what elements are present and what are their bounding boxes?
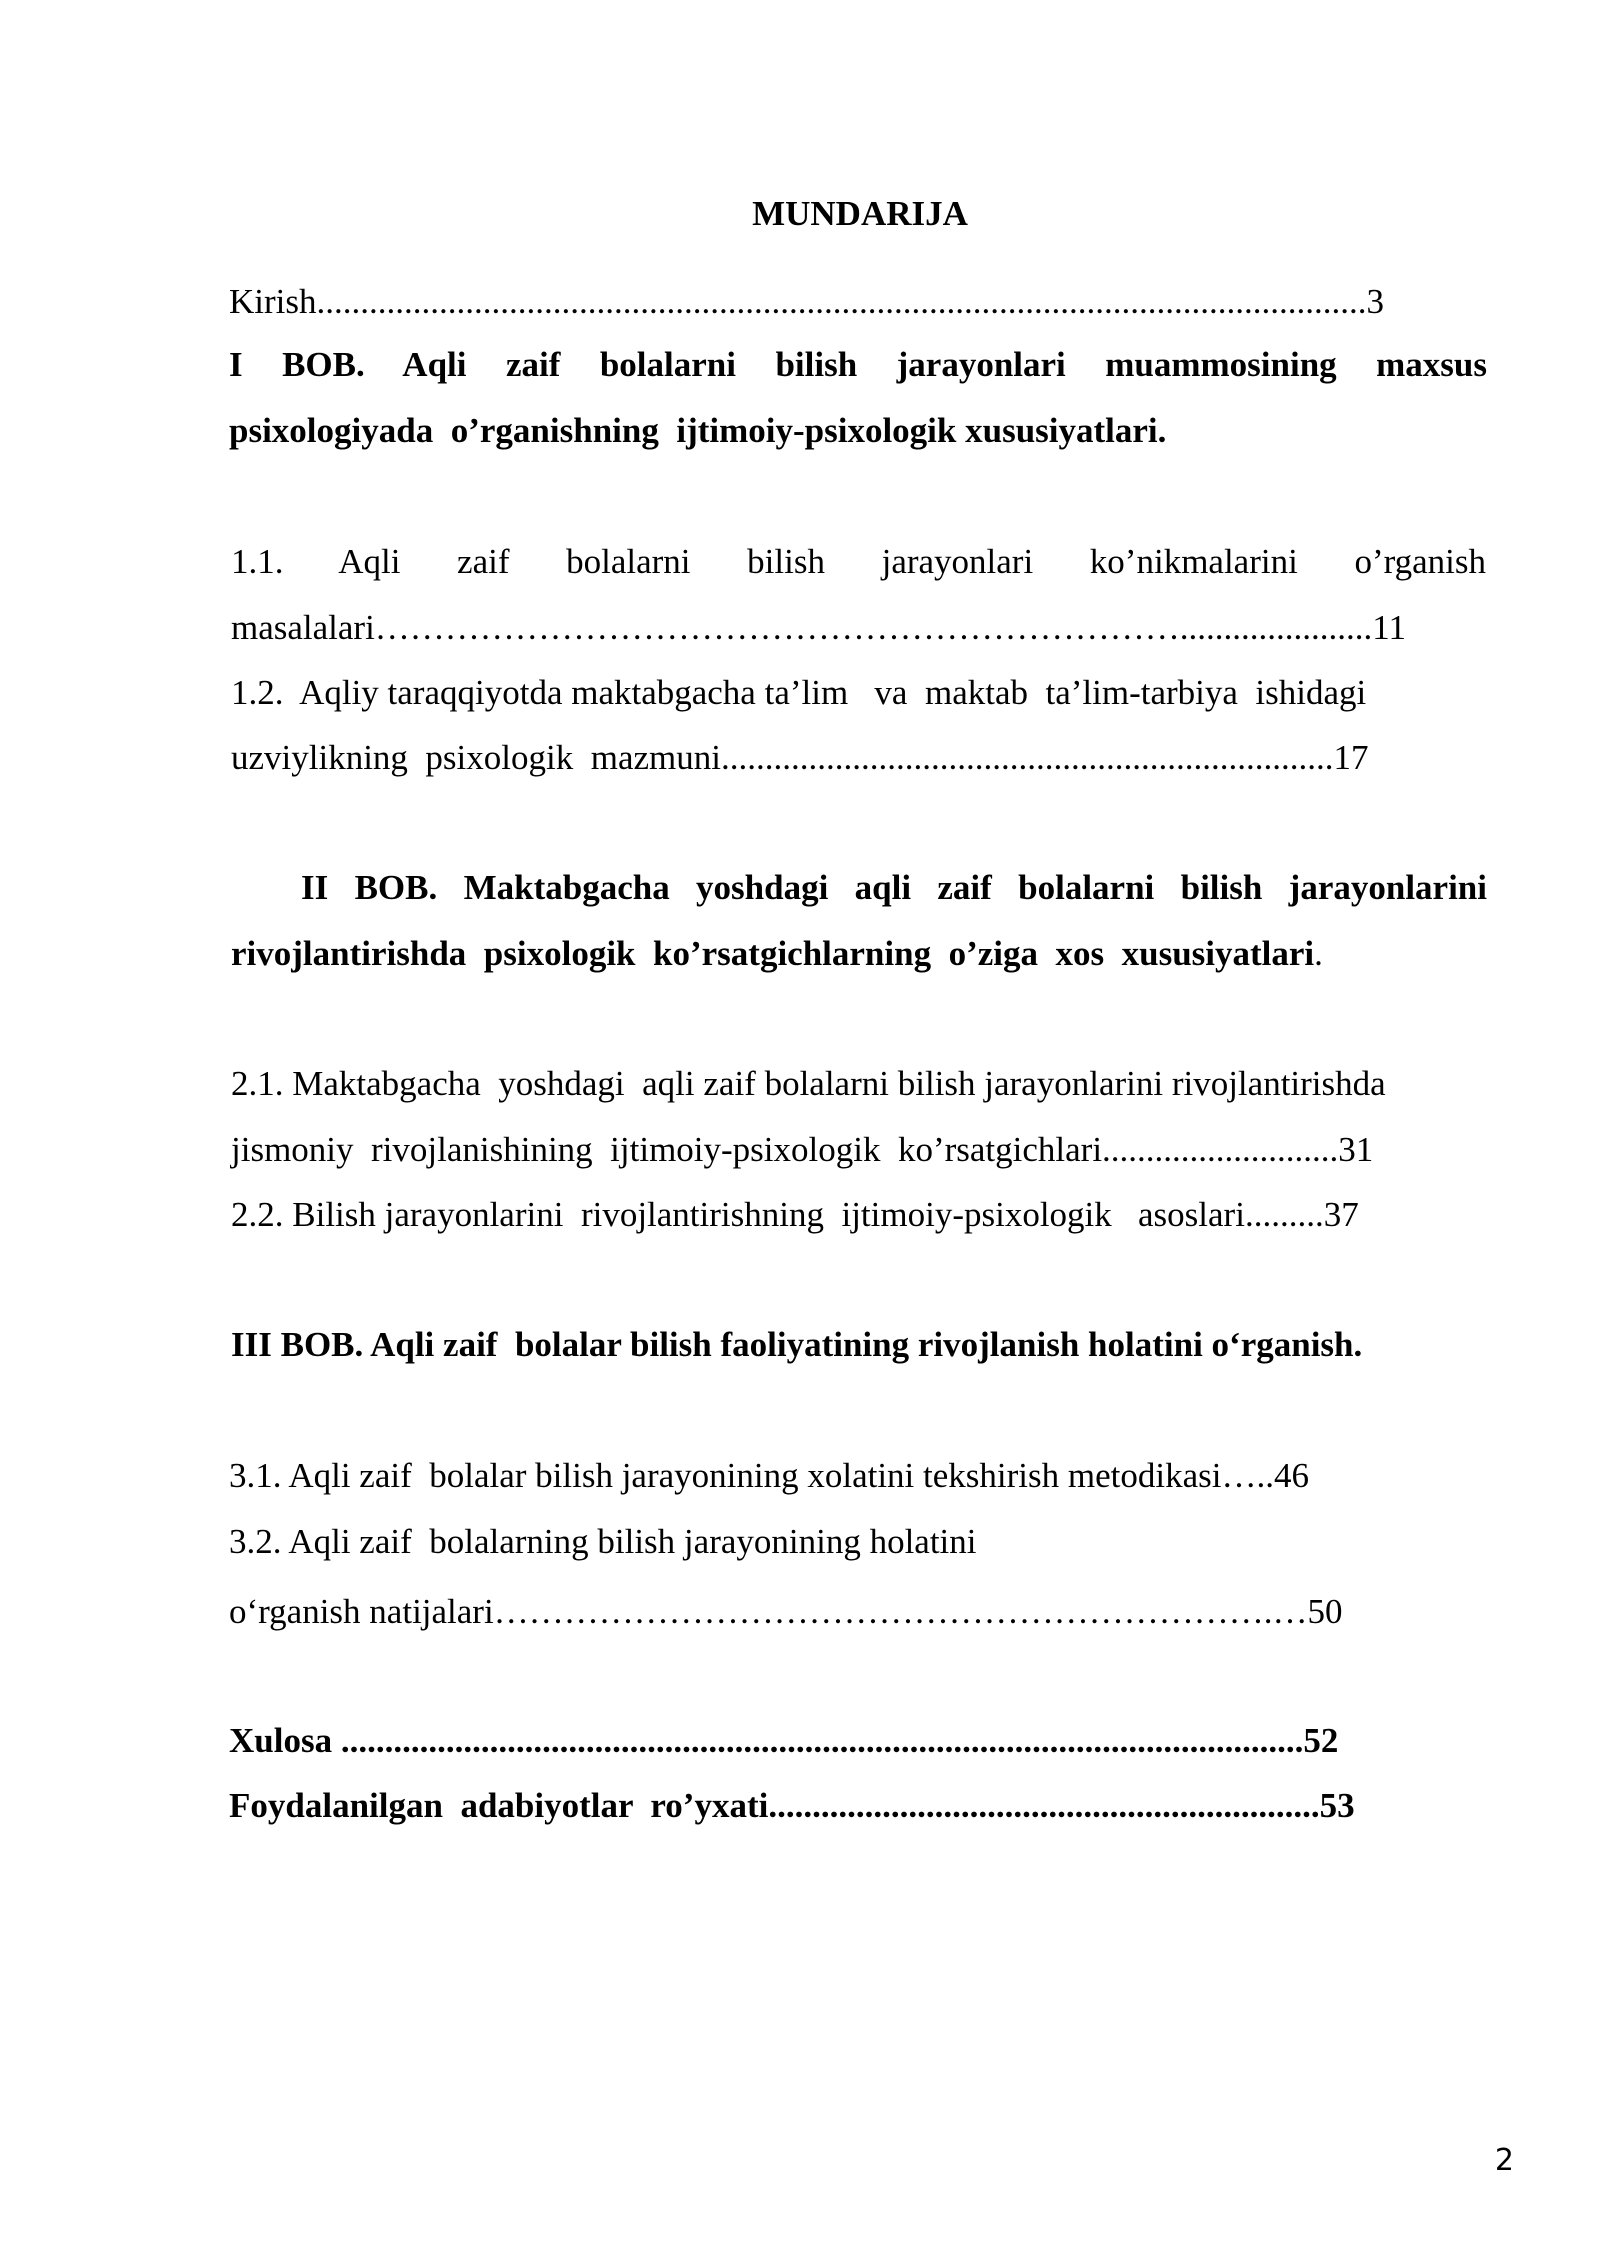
toc-entry-2-2: 2.2. Bilish jarayonlarini rivojlantirishning ijtimoiy-psixologik asoslari.........37 <box>231 1195 1359 1234</box>
toc-entry-1-1-line-1: 1.1. Aqli zaif bolalarni bilish jarayonlari ko’nikmalarini o’rganish <box>231 542 1486 581</box>
toc-chapter-2-heading-line-2-text: rivojlantirishda psixologik ko’rsatgichlarning o’ziga xos xususiyatlari <box>231 934 1315 973</box>
toc-chapter-2-heading-line-2-period: . <box>1314 934 1323 973</box>
toc-entry-xulosa: Xulosa ..............................................................................................................52 <box>229 1721 1339 1760</box>
toc-chapter-1-heading-line-1: I BOB. Aqli zaif bolalarni bilish jarayonlari muammosining maxsus <box>229 345 1487 384</box>
toc-chapter-2-heading-line-1: II BOB. Maktabgacha yoshdagi aqli zaif bolalarni bilish jarayonlarini <box>301 868 1487 907</box>
toc-entry-1-2-line-1: 1.2. Aqliy taraqqiyotda maktabgacha ta’lim va maktab ta’lim-tarbiya ishidagi <box>231 673 1367 712</box>
toc-entry-kirish: Kirish........................................................................................................................3 <box>229 282 1384 321</box>
toc-chapter-3-heading: III BOB. Aqli zaif bolalar bilish faoliyatining rivojlanish holatini o‘rganish. <box>231 1325 1363 1364</box>
toc-entry-3-2-line-2: o‘rganish natijalari………………………………………………………….…50 <box>229 1592 1343 1631</box>
toc-chapter-2-heading-line-2 <box>231 934 1323 974</box>
page-number: 2 <box>1494 2143 1514 2178</box>
toc-entry-2-1-line-2: jismoniy rivojlanishining ijtimoiy-psixologik ko’rsatgichlari...........................31 <box>231 1130 1374 1169</box>
page-title: MUNDARIJA <box>752 194 968 233</box>
toc-entry-1-2-line-2: uzviylikning psixologik mazmuni......................................................................17 <box>231 738 1369 777</box>
toc-chapter-1-heading-line-2: psixologiyada o’rganishning ijtimoiy-psixologik xususiyatlari. <box>229 411 1167 450</box>
toc-entry-3-1: 3.1. Aqli zaif bolalar bilish jarayonining xolatini tekshirish metodikasi…..46 <box>229 1456 1309 1495</box>
toc-entry-adabiyotlar: Foydalanilgan adabiyotlar ro’yxati...............................................................53 <box>229 1786 1355 1825</box>
toc-entry-2-1-line-1: 2.1. Maktabgacha yoshdagi aqli zaif bolalarni bilish jarayonlarini rivojlantirishda <box>231 1064 1386 1103</box>
toc-entry-3-2-line-1: 3.2. Aqli zaif bolalarning bilish jarayonining holatini <box>229 1522 977 1561</box>
toc-entry-1-1-line-2: masalalari……………………………………………………………......................11 <box>231 608 1407 647</box>
